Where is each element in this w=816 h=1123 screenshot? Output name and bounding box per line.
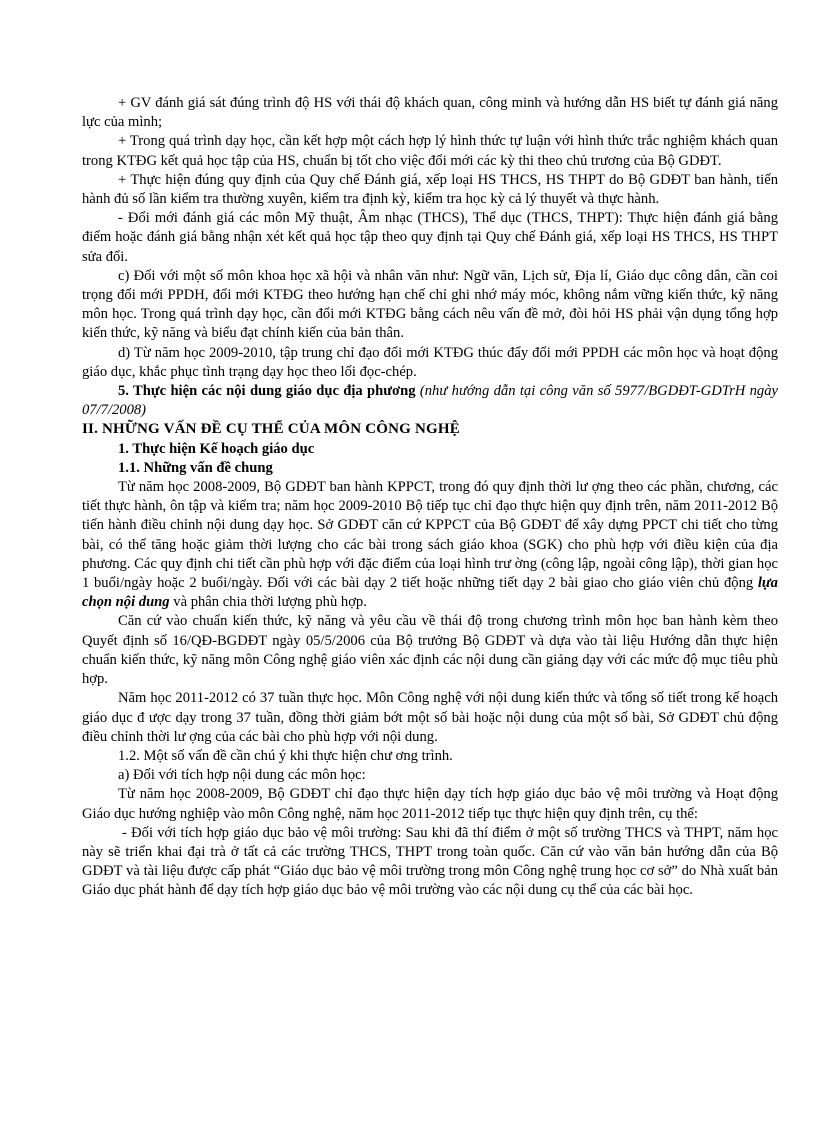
kppct-emphasis: lựa chọn nội dung (82, 575, 778, 611)
local-content-reference: (như hướng dẫn tại công văn số 5977/BGDĐT-GDTrH ngày 07/7/2008) (82, 383, 778, 419)
paragraph-kppct (82, 478, 778, 612)
paragraph-from-2009: d) Từ năm học 2009-2010, tập trung chỉ đạo đổi mới KTĐG thúc đẩy đổi mới PPDH các môn học và hoạt động giáo dục, khắc phục tình trạng dạy học theo lối đọc-chép. (82, 344, 778, 380)
paragraph-combine-methods: + Trong quá trình dạy học, cần kết hợp một cách hợp lý hình thức tự luận với hình thức trắc nghiệm khách quan trong KTĐG kết quả học tập của HS, chuẩn bị tốt cho việc đổi mới các kỳ thi theo chủ trương của Bộ GDĐT. (82, 133, 778, 169)
paragraph-arts-assessment: - Đổi mới đánh giá các môn Mỹ thuật, Âm nhạc (THCS), Thể dục (THCS, THPT): Thực hiện đánh giá bằng điểm hoặc đánh giá bằng nhận xét kết quả học tập theo quy định tại Quy chế Đánh giá, xếp loại HS THCS, HS THPT sửa đổi. (82, 210, 778, 265)
kppct-tail: và phân chia thời lượng phù hợp. (173, 594, 367, 611)
paragraph-follow-regulations: + Thực hiện đúng quy định của Quy chế Đánh giá, xếp loại HS THCS, HS THPT do Bộ GDĐT ban hành, tiến hành đủ số lần kiểm tra thường xuyên, kiểm tra định kỳ, kiểm tra học kỳ cả lý thuyết và thực hành. (82, 171, 778, 208)
paragraph-environment-integration: - Đối với tích hợp giáo dục bảo vệ môi trường: Sau khi đã thí điểm ở một số trường THCS và THPT, năm học này sẽ triển khai đại trà ở tất cả các trường THCS, THPT trong toàn quốc. Căn cứ vào văn bản hướng dẫn của Bộ GDĐT và tài liệu được cấp phát “Giáo dục bảo vệ môi trường trong môn Công nghệ trung học cơ sở” do Nhà xuất bản Giáo dục phát hành để dạy tích hợp giáo dục bảo vệ môi trường vào các nội dung cụ thể của các bài học. (82, 824, 778, 899)
document-body (82, 94, 778, 901)
subsection-heading-1: 1. Thực hiện Kế hoạch giáo dục (118, 440, 315, 457)
paragraph-teacher-assessment: + GV đánh giá sát đúng trình độ HS với thái độ khách quan, công minh và hướng dẫn HS biết tự đánh giá năng lực của mình; (82, 95, 778, 131)
paragraph-standards: Căn cứ vào chuẩn kiến thức, kỹ năng và yêu cầu về thái độ trong chương trình môn học ban hành kèm theo Quyết định số 16/QĐ-BGDĐT ngày 05/5/2006 của Bộ trưởng Bộ GDĐT và dựa vào tài liệu Hướng dẫn thực hiện chuẩn kiến thức, kỹ năng môn Công nghệ giáo viên xác định các nội dung cần giảng dạy với các mức độ mục tiêu phù hợp. (82, 613, 778, 688)
subsection-heading-1-1: 1.1. Những vấn đề chung (118, 459, 273, 476)
paragraph-a-integration: a) Đối với tích hợp nội dung các môn học: (118, 767, 366, 784)
kppct-text: Từ năm học 2008-2009, Bộ GDĐT ban hành KPPCT, trong đó quy định thời lư ợng theo các phần, chương, các tiết thực hành, ôn tập và kiểm tra; năm học 2009-2010 Bộ tiếp tục chỉ đạo thực hiện quy định trên, năm 2011-2012 Bộ tiến hành điều chỉnh nội dung dạy học. Sở GDĐT căn cứ KPPCT của Bộ GDĐT để xây dựng PPCT chi tiết cho từng bài, có thể tăng hoặc giảm thời lượng cho các bài trong sách giáo khoa (SGK) cho phù hợp với điều kiện của địa phương. Các quy định chi tiết cần phù hợp với đặc điểm của loại hình trư ờng (công lập, ngoài công lập), thời gian học 1 buổi/ngày hoặc 2 buổi/ngày. Đối với các bài dạy 2 tiết hoặc những tiết dạy 2 bài giao cho giáo viên chủ động (82, 479, 778, 592)
paragraph-1-2-heading: 1.2. Một số vấn đề cần chú ý khi thực hiện chư ơng trình. (118, 747, 453, 764)
section-heading-ii: II. NHỮNG VẤN ĐỀ CỤ THỂ CỦA MÔN CÔNG NGHỆ (82, 421, 460, 438)
local-content-title: 5. Thực hiện các nội dung giáo dục địa phương (118, 383, 416, 400)
paragraph-37-weeks: Năm học 2011-2012 có 37 tuần thực học. Môn Công nghệ với nội dung kiến thức và tổng số tiết trong kế hoạch giáo dục đ ược dạy trong 37 tuần, đồng thời giảm bớt một số bài hoặc nội dung của một số bài, Sở GDĐT chủ động điều chỉnh thời lư ợng của các bài cho phù hợp với nội dung. (82, 690, 778, 745)
paragraph-local-content (82, 382, 778, 420)
paragraph-integration-2008: Từ năm học 2008-2009, Bộ GDĐT chỉ đạo thực hiện dạy tích hợp giáo dục bảo vệ môi trường và Hoạt động Giáo dục hướng nghiệp vào môn Công nghệ, năm học 2011-2012 tiếp tục thực hiện quy định trên, cụ thể: (82, 786, 778, 822)
paragraph-social-sciences: c) Đối với một số môn khoa học xã hội và nhân văn như: Ngữ văn, Lịch sử, Địa lí, Giáo dục công dân, cần coi trọng đổi mới PPDH, đổi mới KTĐG theo hướng hạn chế chỉ ghi nhớ máy móc, không nắm vững kiến thức, kỹ năng môn học. Trong quá trình dạy học, cần đổi mới KTĐG bằng cách nêu vấn đề mở, đòi hỏi HS phải vận dụng tổng hợp kiến thức, kỹ năng và biểu đạt chính kiến của bản thân. (82, 267, 778, 342)
